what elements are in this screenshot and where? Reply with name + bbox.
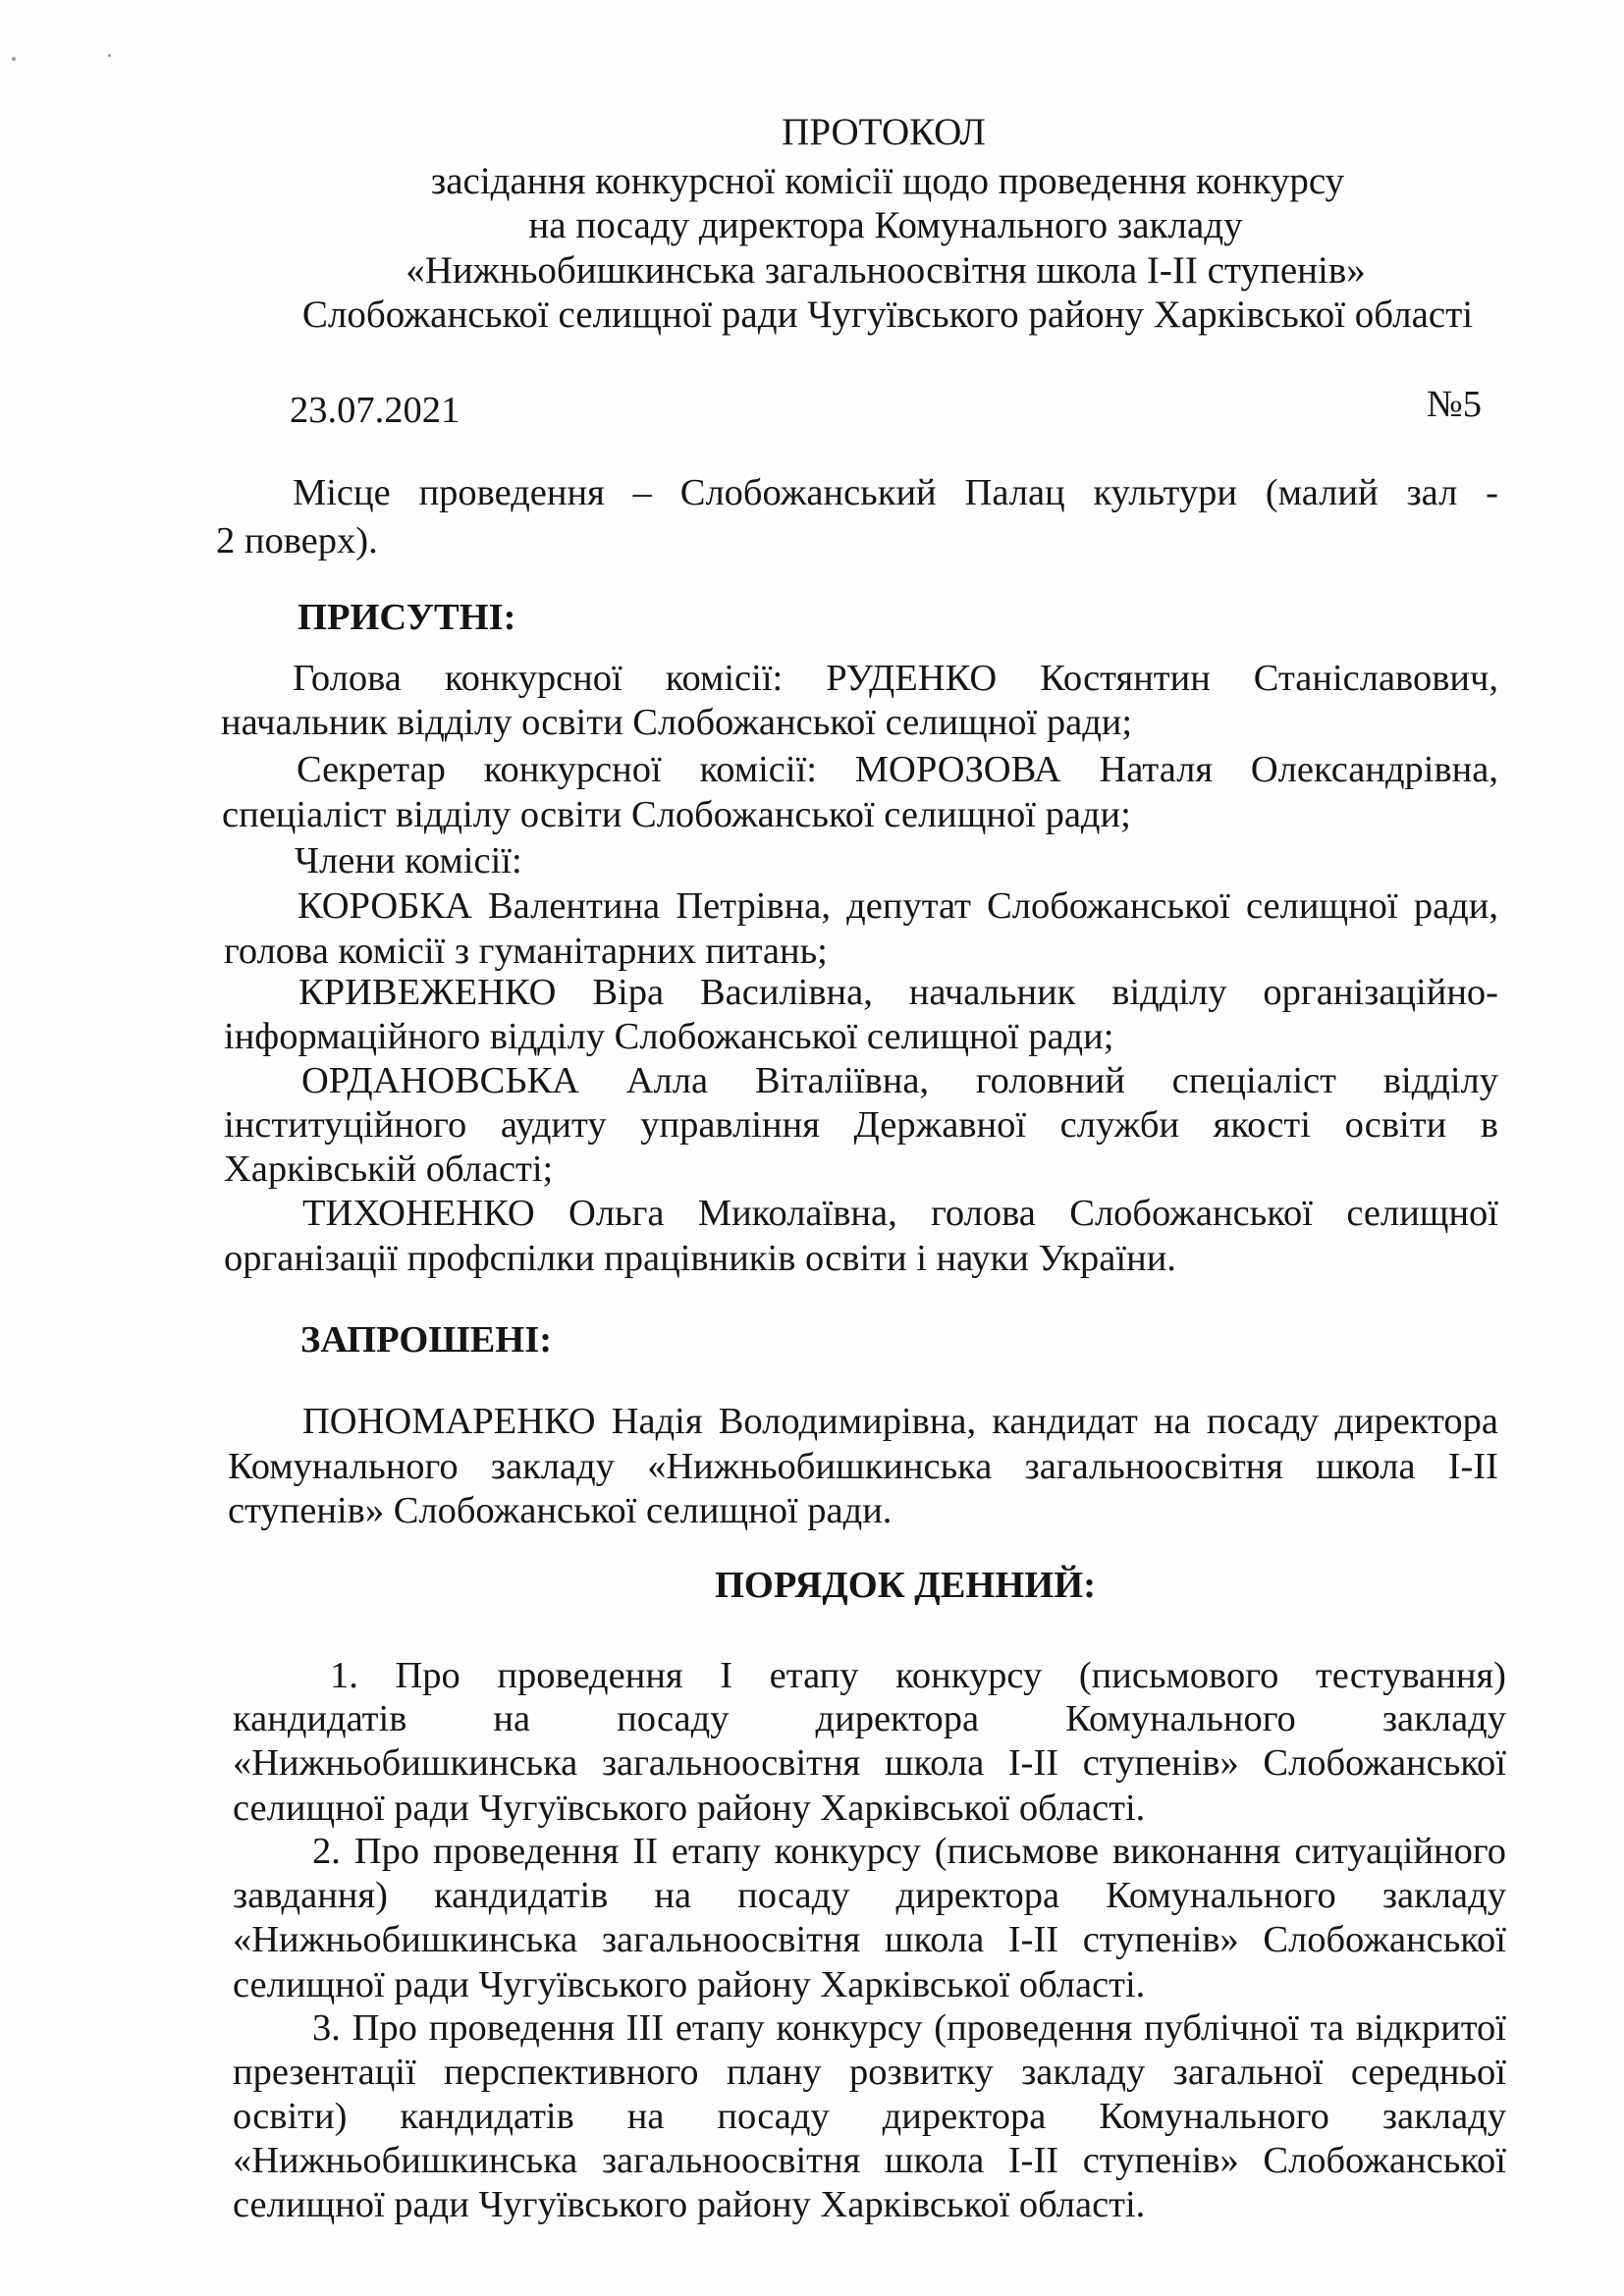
agenda-item-2-line-2: завдання) кандидатів на посаду директора Комунального закладу (233, 1875, 1506, 1916)
member-1-line-1: КОРОБКА Валентина Петрівна, депутат Слобожанської селищної ради, (298, 885, 1498, 927)
scan-speck (12, 57, 16, 61)
document-title: ПРОТОКОЛ (782, 111, 986, 153)
scan-speck (108, 54, 111, 57)
invited-line-3: ступенів» Слобожанської селищної ради. (228, 1490, 893, 1531)
venue-line-2: 2 поверх). (216, 520, 378, 561)
member-3-line-2: інституційного аудиту управління Державної служби якості освіти в (224, 1104, 1498, 1146)
agenda-item-3-line-1: 3. Про проведення ІІІ етапу конкурсу (проведення публічної та відкритої (312, 2007, 1506, 2049)
present-heading: ПРИСУТНІ: (298, 597, 516, 638)
member-1-line-2: голова комісії з гуманітарних питань; (224, 931, 828, 972)
member-2-line-1: КРИВЕЖЕНКО Віра Василівна, начальник відділу організаційно- (298, 972, 1498, 1013)
subtitle-line-1: засідання конкурсної комісії щодо проведення конкурсу (430, 160, 1345, 202)
agenda-item-3-line-2: презентації перспективного плану розвитку закладу загальної середньої (233, 2052, 1506, 2093)
subtitle-line-4: Слобожанської селищної ради Чугуївського району Харківської області (301, 294, 1474, 336)
agenda-item-3-line-5: селищної ради Чугуївського району Харківської області. (233, 2184, 1146, 2225)
agenda-item-1-line-4: селищної ради Чугуївського району Харківської області. (233, 1788, 1146, 1829)
protocol-date: 23.07.2021 (290, 390, 460, 431)
member-4-line-1: ТИХОНЕНКО Ольга Миколаївна, голова Слобожанської селищної (302, 1193, 1498, 1234)
chair-line-2: начальник відділу освіти Слобожанської селищної ради; (221, 702, 1133, 743)
invited-line-1: ПОНОМАРЕНКО Надія Володимирівна, кандидат на посаду директора (302, 1401, 1498, 1442)
members-label: Члени комісії: (295, 840, 522, 881)
agenda-item-2-line-1: 2. Про проведення ІІ етапу конкурсу (письмове виконання ситуаційного (312, 1831, 1506, 1872)
member-3-line-1: ОРДАНОВСЬКА Алла Віталіївна, головний спеціаліст відділу (301, 1060, 1498, 1101)
agenda-item-3-line-4: «Нижньобишкинська загальноосвітня школа І-ІІ ступенів» Слобожанської (233, 2140, 1506, 2181)
invited-line-2: Комунального закладу «Нижньобишкинська загальноосвітня школа І-ІІ (228, 1446, 1498, 1487)
agenda-item-1-line-2: кандидатів на посаду директора Комунального закладу (233, 1698, 1506, 1739)
member-2-line-2: інформаційного відділу Слобожанської селищної ради; (224, 1016, 1114, 1057)
agenda-item-3-line-3: освіти) кандидатів на посаду директора Комунального закладу (233, 2096, 1506, 2137)
venue-line-1: Місце проведення – Слобожанський Палац культури (малий зал - (293, 472, 1498, 513)
secretary-line-2: спеціаліст відділу освіти Слобожанської селищної ради; (222, 794, 1131, 835)
agenda-heading: ПОРЯДОК ДЕННИЙ: (714, 1565, 1097, 1606)
agenda-item-1-line-1: 1. Про проведення І етапу конкурсу (письмового тестування) (330, 1655, 1506, 1696)
subtitle-line-2: на посаду директора Комунального закладу (528, 204, 1243, 246)
agenda-item-2-line-4: селищної ради Чугуївського району Харківської області. (233, 1964, 1146, 2005)
member-3-line-3: Харківській області; (224, 1148, 554, 1190)
agenda-item-1-line-3: «Нижньобишкинська загальноосвітня школа І-ІІ ступенів» Слобожанської (233, 1742, 1506, 1784)
invited-heading: ЗАПРОШЕНІ: (300, 1319, 553, 1361)
protocol-number: №5 (1427, 384, 1482, 425)
member-4-line-2: організації профспілки працівників освіти і науки України. (224, 1238, 1176, 1279)
chair-line-1: Голова конкурсної комісії: РУДЕНКО Костянтин Станіславович, (293, 658, 1498, 699)
agenda-item-2-line-3: «Нижньобишкинська загальноосвітня школа І-ІІ ступенів» Слобожанської (233, 1919, 1506, 1960)
subtitle-line-3: «Нижньобишкинська загальноосвітня школа І-ІІ ступенів» (406, 249, 1366, 292)
secretary-line-1: Секретар конкурсної комісії: МОРОЗОВА Наталя Олександрівна, (297, 749, 1498, 790)
